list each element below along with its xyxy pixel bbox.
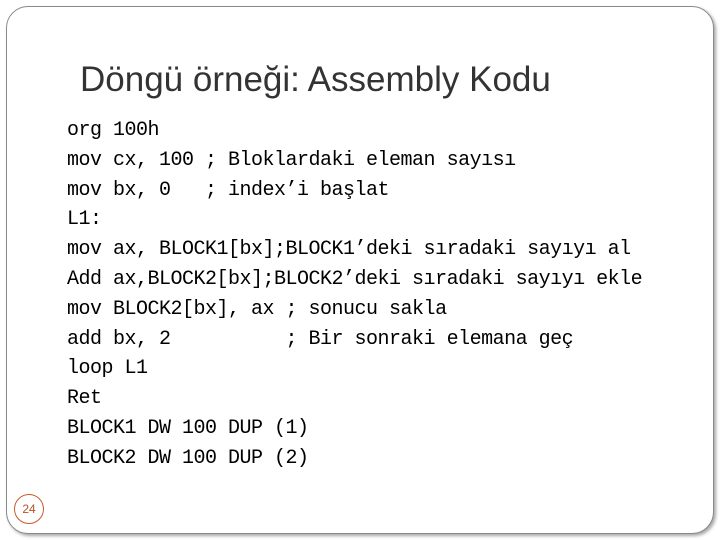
- code-block: [67, 116, 642, 474]
- code-line: BLOCK2 DW 100 DUP (2): [67, 446, 309, 470]
- code-line: Ret: [67, 387, 102, 411]
- code-line: Add ax,BLOCK2[bx];BLOCK2’deki sıradaki sayıyı ekle: [67, 267, 643, 291]
- code-line: BLOCK1 DW 100 DUP (1): [67, 416, 309, 440]
- page-number-badge: 24: [14, 494, 44, 524]
- code-line: org 100h: [67, 119, 160, 142]
- code-line: L1:: [67, 208, 102, 232]
- code-line: mov bx, 0 ; index’i başlat: [67, 178, 390, 202]
- code-line: loop L1: [67, 357, 148, 381]
- code-line: mov ax, BLOCK1[bx];BLOCK1’deki sıradaki sayıyı al: [67, 238, 631, 262]
- slide-title: Döngü örneği: Assembly Kodu: [80, 60, 551, 99]
- code-line: mov BLOCK2[bx], ax ; sonucu sakla: [67, 297, 447, 321]
- code-line: mov cx, 100 ; Bloklardaki eleman sayısı: [67, 148, 516, 172]
- code-line: add bx, 2 ; Bir sonraki elemana geç: [67, 327, 574, 351]
